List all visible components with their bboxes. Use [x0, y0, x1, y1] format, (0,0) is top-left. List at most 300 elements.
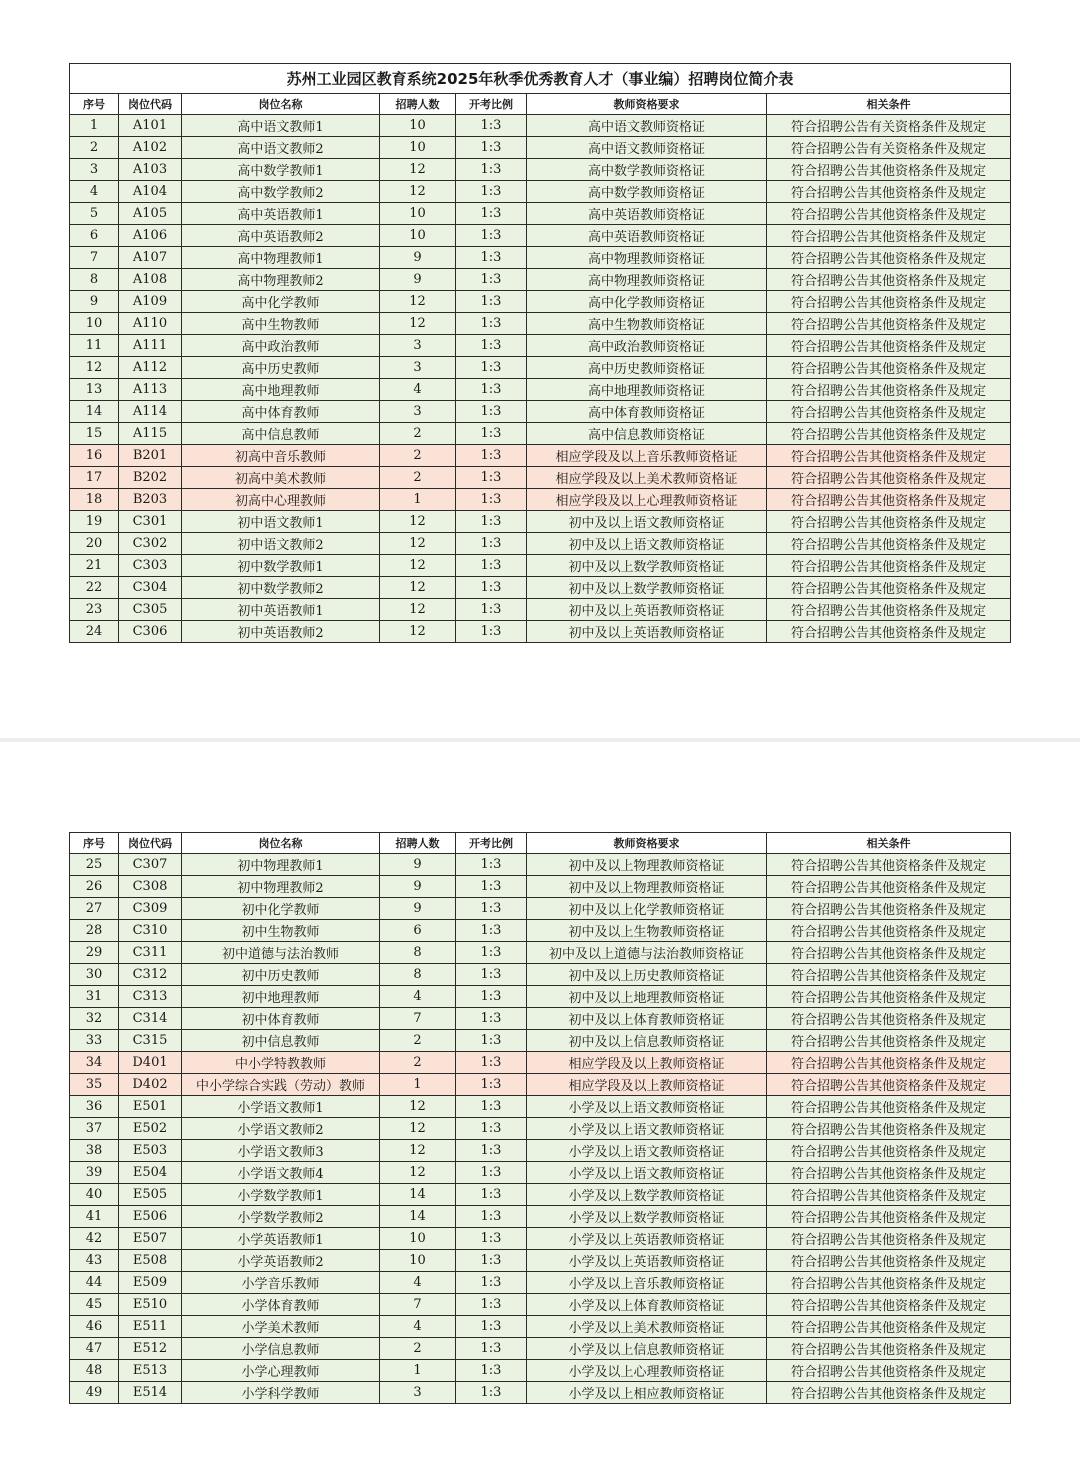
cell-position-name: 高中物理教师2 [182, 269, 380, 291]
cell-conditions: 符合招聘公告其他资格条件及规定 [767, 1360, 1011, 1382]
table-row [70, 599, 1011, 621]
cell-ratio: 1:3 [456, 313, 527, 335]
cell-position-name: 初中英语教师2 [182, 621, 380, 643]
cell-count: 7 [380, 1008, 456, 1030]
cell-conditions: 符合招聘公告其他资格条件及规定 [767, 159, 1011, 181]
cell-code: E504 [119, 1162, 182, 1184]
cell-ratio: 1:3 [456, 269, 527, 291]
cell-qualification: 高中政治教师资格证 [527, 335, 767, 357]
cell-qualification: 高中英语教师资格证 [527, 225, 767, 247]
recruitment-table-part-2 [69, 832, 1011, 1404]
cell-ratio: 1:3 [456, 854, 527, 876]
cell-code: C309 [119, 898, 182, 920]
cell-qualification: 相应学段及以上音乐教师资格证 [527, 445, 767, 467]
cell-qualification: 初中及以上语文教师资格证 [527, 511, 767, 533]
cell-position-name: 高中地理教师 [182, 379, 380, 401]
cell-code: E503 [119, 1140, 182, 1162]
cell-ratio: 1:3 [456, 964, 527, 986]
cell-qualification: 相应学段及以上心理教师资格证 [527, 489, 767, 511]
cell-position-name: 高中信息教师 [182, 423, 380, 445]
header-no: 序号 [70, 833, 119, 854]
cell-no: 41 [70, 1206, 119, 1228]
cell-conditions: 符合招聘公告其他资格条件及规定 [767, 621, 1011, 643]
cell-qualification: 高中信息教师资格证 [527, 423, 767, 445]
cell-qualification: 小学及以上语文教师资格证 [527, 1096, 767, 1118]
table-row [70, 577, 1011, 599]
cell-no: 12 [70, 357, 119, 379]
cell-count: 12 [380, 599, 456, 621]
cell-conditions: 符合招聘公告其他资格条件及规定 [767, 533, 1011, 555]
cell-no: 33 [70, 1030, 119, 1052]
cell-count: 12 [380, 181, 456, 203]
table-row [70, 621, 1011, 643]
cell-no: 39 [70, 1162, 119, 1184]
cell-qualification: 小学及以上数学教师资格证 [527, 1184, 767, 1206]
cell-ratio: 1:3 [456, 137, 527, 159]
header-code: 岗位代码 [119, 94, 182, 115]
header-ratio: 开考比例 [456, 833, 527, 854]
cell-conditions: 符合招聘公告其他资格条件及规定 [767, 269, 1011, 291]
cell-count: 9 [380, 269, 456, 291]
cell-conditions: 符合招聘公告其他资格条件及规定 [767, 1096, 1011, 1118]
cell-count: 2 [380, 1338, 456, 1360]
cell-position-name: 初中信息教师 [182, 1030, 380, 1052]
header-row [70, 833, 1011, 854]
cell-ratio: 1:3 [456, 1250, 527, 1272]
cell-no: 22 [70, 577, 119, 599]
cell-qualification: 初中及以上历史教师资格证 [527, 964, 767, 986]
header-name: 岗位名称 [182, 94, 380, 115]
cell-qualification: 初中及以上物理教师资格证 [527, 876, 767, 898]
cell-no: 30 [70, 964, 119, 986]
cell-qualification: 小学及以上英语教师资格证 [527, 1250, 767, 1272]
cell-ratio: 1:3 [456, 247, 527, 269]
cell-count: 12 [380, 533, 456, 555]
cell-no: 40 [70, 1184, 119, 1206]
cell-qualification: 小学及以上信息教师资格证 [527, 1338, 767, 1360]
cell-conditions: 符合招聘公告其他资格条件及规定 [767, 1052, 1011, 1074]
table-row [70, 357, 1011, 379]
cell-ratio: 1:3 [456, 533, 527, 555]
cell-code: E513 [119, 1360, 182, 1382]
table-row [70, 159, 1011, 181]
cell-position-name: 高中化学教师 [182, 291, 380, 313]
cell-code: A105 [119, 203, 182, 225]
cell-ratio: 1:3 [456, 225, 527, 247]
cell-count: 4 [380, 1316, 456, 1338]
cell-ratio: 1:3 [456, 335, 527, 357]
table-row [70, 467, 1011, 489]
cell-conditions: 符合招聘公告其他资格条件及规定 [767, 1008, 1011, 1030]
cell-no: 6 [70, 225, 119, 247]
cell-code: A102 [119, 137, 182, 159]
cell-code: C308 [119, 876, 182, 898]
table-row [70, 942, 1011, 964]
cell-no: 37 [70, 1118, 119, 1140]
cell-no: 8 [70, 269, 119, 291]
cell-conditions: 符合招聘公告其他资格条件及规定 [767, 986, 1011, 1008]
cell-position-name: 中小学特教教师 [182, 1052, 380, 1074]
cell-ratio: 1:3 [456, 621, 527, 643]
cell-code: C313 [119, 986, 182, 1008]
table-row [70, 203, 1011, 225]
cell-ratio: 1:3 [456, 489, 527, 511]
cell-conditions: 符合招聘公告其他资格条件及规定 [767, 291, 1011, 313]
cell-qualification: 相应学段及以上美术教师资格证 [527, 467, 767, 489]
cell-no: 32 [70, 1008, 119, 1030]
cell-no: 49 [70, 1382, 119, 1404]
cell-qualification: 相应学段及以上教师资格证 [527, 1052, 767, 1074]
cell-no: 18 [70, 489, 119, 511]
table-row [70, 1228, 1011, 1250]
cell-conditions: 符合招聘公告其他资格条件及规定 [767, 423, 1011, 445]
cell-conditions: 符合招聘公告其他资格条件及规定 [767, 1316, 1011, 1338]
cell-no: 21 [70, 555, 119, 577]
table-row [70, 401, 1011, 423]
table-row [70, 555, 1011, 577]
cell-conditions: 符合招聘公告其他资格条件及规定 [767, 1206, 1011, 1228]
cell-no: 26 [70, 876, 119, 898]
cell-ratio: 1:3 [456, 379, 527, 401]
cell-ratio: 1:3 [456, 445, 527, 467]
table-row [70, 1316, 1011, 1338]
cell-qualification: 初中及以上生物教师资格证 [527, 920, 767, 942]
cell-no: 25 [70, 854, 119, 876]
cell-code: C312 [119, 964, 182, 986]
header-ratio: 开考比例 [456, 94, 527, 115]
cell-qualification: 初中及以上数学教师资格证 [527, 555, 767, 577]
cell-conditions: 符合招聘公告其他资格条件及规定 [767, 489, 1011, 511]
cell-code: E509 [119, 1272, 182, 1294]
cell-position-name: 高中英语教师2 [182, 225, 380, 247]
cell-conditions: 符合招聘公告其他资格条件及规定 [767, 1184, 1011, 1206]
cell-no: 27 [70, 898, 119, 920]
cell-ratio: 1:3 [456, 181, 527, 203]
cell-no: 46 [70, 1316, 119, 1338]
header-name: 岗位名称 [182, 833, 380, 854]
cell-qualification: 初中及以上语文教师资格证 [527, 533, 767, 555]
cell-no: 15 [70, 423, 119, 445]
cell-no: 42 [70, 1228, 119, 1250]
cell-count: 9 [380, 876, 456, 898]
cell-qualification: 小学及以上相应教师资格证 [527, 1382, 767, 1404]
cell-qualification: 高中化学教师资格证 [527, 291, 767, 313]
cell-position-name: 初中语文教师1 [182, 511, 380, 533]
cell-conditions: 符合招聘公告其他资格条件及规定 [767, 854, 1011, 876]
cell-ratio: 1:3 [456, 1338, 527, 1360]
cell-code: C303 [119, 555, 182, 577]
table-row [70, 269, 1011, 291]
cell-qualification: 初中及以上地理教师资格证 [527, 986, 767, 1008]
cell-no: 43 [70, 1250, 119, 1272]
table-row [70, 291, 1011, 313]
table-row [70, 876, 1011, 898]
cell-no: 14 [70, 401, 119, 423]
cell-conditions: 符合招聘公告其他资格条件及规定 [767, 1074, 1011, 1096]
cell-conditions: 符合招聘公告其他资格条件及规定 [767, 920, 1011, 942]
cell-no: 20 [70, 533, 119, 555]
table-row [70, 445, 1011, 467]
cell-position-name: 初中生物教师 [182, 920, 380, 942]
cell-no: 35 [70, 1074, 119, 1096]
cell-conditions: 符合招聘公告其他资格条件及规定 [767, 1272, 1011, 1294]
table-row [70, 489, 1011, 511]
header-code: 岗位代码 [119, 833, 182, 854]
cell-ratio: 1:3 [456, 1030, 527, 1052]
cell-no: 10 [70, 313, 119, 335]
cell-count: 4 [380, 379, 456, 401]
cell-no: 19 [70, 511, 119, 533]
cell-code: A101 [119, 115, 182, 137]
table-row [70, 1294, 1011, 1316]
cell-ratio: 1:3 [456, 920, 527, 942]
cell-no: 16 [70, 445, 119, 467]
cell-code: A112 [119, 357, 182, 379]
table-row [70, 1206, 1011, 1228]
table-row [70, 423, 1011, 445]
cell-ratio: 1:3 [456, 1360, 527, 1382]
table-row [70, 964, 1011, 986]
cell-qualification: 小学及以上体育教师资格证 [527, 1294, 767, 1316]
cell-conditions: 符合招聘公告其他资格条件及规定 [767, 555, 1011, 577]
table-row [70, 1338, 1011, 1360]
cell-code: C311 [119, 942, 182, 964]
cell-position-name: 初中语文教师2 [182, 533, 380, 555]
cell-conditions: 符合招聘公告其他资格条件及规定 [767, 445, 1011, 467]
table-row [70, 247, 1011, 269]
cell-count: 10 [380, 137, 456, 159]
cell-ratio: 1:3 [456, 1206, 527, 1228]
cell-code: A113 [119, 379, 182, 401]
cell-qualification: 小学及以上心理教师资格证 [527, 1360, 767, 1382]
cell-position-name: 初高中美术教师 [182, 467, 380, 489]
cell-qualification: 小学及以上美术教师资格证 [527, 1316, 767, 1338]
cell-position-name: 小学语文教师3 [182, 1140, 380, 1162]
cell-conditions: 符合招聘公告其他资格条件及规定 [767, 1162, 1011, 1184]
cell-count: 8 [380, 942, 456, 964]
table-row [70, 1184, 1011, 1206]
cell-count: 9 [380, 247, 456, 269]
cell-qualification: 小学及以上音乐教师资格证 [527, 1272, 767, 1294]
cell-ratio: 1:3 [456, 423, 527, 445]
cell-code: C315 [119, 1030, 182, 1052]
cell-count: 2 [380, 467, 456, 489]
cell-no: 28 [70, 920, 119, 942]
cell-position-name: 高中生物教师 [182, 313, 380, 335]
cell-qualification: 高中物理教师资格证 [527, 269, 767, 291]
cell-qualification: 初中及以上体育教师资格证 [527, 1008, 767, 1030]
cell-conditions: 符合招聘公告其他资格条件及规定 [767, 181, 1011, 203]
cell-code: A114 [119, 401, 182, 423]
cell-code: E508 [119, 1250, 182, 1272]
cell-position-name: 小学心理教师 [182, 1360, 380, 1382]
cell-count: 8 [380, 964, 456, 986]
table-row [70, 379, 1011, 401]
cell-code: E501 [119, 1096, 182, 1118]
cell-code: A104 [119, 181, 182, 203]
cell-code: A111 [119, 335, 182, 357]
header-qualification: 教师资格要求 [527, 94, 767, 115]
cell-ratio: 1:3 [456, 577, 527, 599]
cell-count: 12 [380, 511, 456, 533]
cell-no: 11 [70, 335, 119, 357]
cell-no: 36 [70, 1096, 119, 1118]
cell-position-name: 初中历史教师 [182, 964, 380, 986]
table-row [70, 511, 1011, 533]
cell-position-name: 初中数学教师2 [182, 577, 380, 599]
cell-qualification: 高中历史教师资格证 [527, 357, 767, 379]
cell-conditions: 符合招聘公告其他资格条件及规定 [767, 379, 1011, 401]
cell-no: 48 [70, 1360, 119, 1382]
cell-conditions: 符合招聘公告其他资格条件及规定 [767, 203, 1011, 225]
cell-no: 13 [70, 379, 119, 401]
cell-no: 31 [70, 986, 119, 1008]
cell-no: 34 [70, 1052, 119, 1074]
cell-no: 45 [70, 1294, 119, 1316]
cell-position-name: 初中化学教师 [182, 898, 380, 920]
cell-code: E502 [119, 1118, 182, 1140]
cell-ratio: 1:3 [456, 1140, 527, 1162]
table-row [70, 1272, 1011, 1294]
table-body-part-2 [70, 854, 1011, 1404]
table-row [70, 137, 1011, 159]
cell-qualification: 初中及以上英语教师资格证 [527, 599, 767, 621]
cell-count: 12 [380, 159, 456, 181]
table-row [70, 1030, 1011, 1052]
cell-count: 10 [380, 203, 456, 225]
cell-position-name: 初中数学教师1 [182, 555, 380, 577]
cell-conditions: 符合招聘公告其他资格条件及规定 [767, 964, 1011, 986]
cell-qualification: 高中地理教师资格证 [527, 379, 767, 401]
cell-count: 12 [380, 1140, 456, 1162]
cell-count: 12 [380, 291, 456, 313]
header-no: 序号 [70, 94, 119, 115]
cell-code: A108 [119, 269, 182, 291]
table-row [70, 854, 1011, 876]
header-qualification: 教师资格要求 [527, 833, 767, 854]
table-row [70, 1140, 1011, 1162]
cell-qualification: 初中及以上道德与法治教师资格证 [527, 942, 767, 964]
cell-code: C301 [119, 511, 182, 533]
cell-position-name: 小学美术教师 [182, 1316, 380, 1338]
cell-no: 5 [70, 203, 119, 225]
cell-count: 2 [380, 445, 456, 467]
header-count: 招聘人数 [380, 833, 456, 854]
table-row [70, 181, 1011, 203]
cell-ratio: 1:3 [456, 1118, 527, 1140]
cell-count: 12 [380, 1096, 456, 1118]
table-row [70, 335, 1011, 357]
cell-ratio: 1:3 [456, 898, 527, 920]
cell-qualification: 初中及以上英语教师资格证 [527, 621, 767, 643]
cell-position-name: 高中政治教师 [182, 335, 380, 357]
cell-qualification: 小学及以上语文教师资格证 [527, 1162, 767, 1184]
cell-conditions: 符合招聘公告其他资格条件及规定 [767, 577, 1011, 599]
cell-code: B202 [119, 467, 182, 489]
cell-ratio: 1:3 [456, 876, 527, 898]
table-row [70, 1250, 1011, 1272]
cell-qualification: 高中数学教师资格证 [527, 159, 767, 181]
cell-code: C307 [119, 854, 182, 876]
cell-position-name: 小学数学教师2 [182, 1206, 380, 1228]
cell-conditions: 符合招聘公告其他资格条件及规定 [767, 942, 1011, 964]
cell-ratio: 1:3 [456, 942, 527, 964]
cell-position-name: 高中物理教师1 [182, 247, 380, 269]
cell-conditions: 符合招聘公告其他资格条件及规定 [767, 313, 1011, 335]
cell-ratio: 1:3 [456, 1316, 527, 1338]
cell-count: 1 [380, 1360, 456, 1382]
cell-code: E505 [119, 1184, 182, 1206]
cell-conditions: 符合招聘公告其他资格条件及规定 [767, 357, 1011, 379]
cell-position-name: 高中英语教师1 [182, 203, 380, 225]
cell-conditions: 符合招聘公告其他资格条件及规定 [767, 401, 1011, 423]
cell-code: C314 [119, 1008, 182, 1030]
cell-ratio: 1:3 [456, 1184, 527, 1206]
cell-no: 17 [70, 467, 119, 489]
cell-ratio: 1:3 [456, 159, 527, 181]
cell-code: B201 [119, 445, 182, 467]
cell-count: 10 [380, 1250, 456, 1272]
cell-conditions: 符合招聘公告其他资格条件及规定 [767, 247, 1011, 269]
cell-conditions: 符合招聘公告其他资格条件及规定 [767, 511, 1011, 533]
cell-position-name: 初中地理教师 [182, 986, 380, 1008]
cell-position-name: 小学音乐教师 [182, 1272, 380, 1294]
cell-conditions: 符合招聘公告其他资格条件及规定 [767, 876, 1011, 898]
cell-count: 9 [380, 854, 456, 876]
recruitment-table-part-1 [69, 63, 1011, 643]
cell-code: E507 [119, 1228, 182, 1250]
cell-conditions: 符合招聘公告其他资格条件及规定 [767, 1030, 1011, 1052]
cell-count: 12 [380, 313, 456, 335]
cell-position-name: 小学语文教师4 [182, 1162, 380, 1184]
cell-code: E512 [119, 1338, 182, 1360]
cell-qualification: 高中数学教师资格证 [527, 181, 767, 203]
cell-conditions: 符合招聘公告其他资格条件及规定 [767, 898, 1011, 920]
table-title: 苏州工业园区教育系统2025年秋季优秀教育人才（事业编）招聘岗位简介表 [70, 64, 1011, 94]
cell-count: 4 [380, 986, 456, 1008]
table-row [70, 1162, 1011, 1184]
cell-code: C305 [119, 599, 182, 621]
cell-ratio: 1:3 [456, 511, 527, 533]
cell-count: 12 [380, 1118, 456, 1140]
table-row [70, 533, 1011, 555]
cell-position-name: 小学英语教师2 [182, 1250, 380, 1272]
cell-qualification: 小学及以上英语教师资格证 [527, 1228, 767, 1250]
cell-count: 2 [380, 1052, 456, 1074]
cell-qualification: 初中及以上物理教师资格证 [527, 854, 767, 876]
cell-ratio: 1:3 [456, 1008, 527, 1030]
table-row [70, 1074, 1011, 1096]
cell-code: C304 [119, 577, 182, 599]
cell-no: 4 [70, 181, 119, 203]
cell-code: C310 [119, 920, 182, 942]
table-row [70, 225, 1011, 247]
cell-position-name: 高中数学教师2 [182, 181, 380, 203]
cell-count: 2 [380, 423, 456, 445]
cell-code: E514 [119, 1382, 182, 1404]
cell-ratio: 1:3 [456, 1096, 527, 1118]
cell-count: 9 [380, 898, 456, 920]
cell-count: 10 [380, 225, 456, 247]
cell-position-name: 小学语文教师1 [182, 1096, 380, 1118]
cell-conditions: 符合招聘公告其他资格条件及规定 [767, 467, 1011, 489]
cell-conditions: 符合招聘公告其他资格条件及规定 [767, 1118, 1011, 1140]
cell-conditions: 符合招聘公告其他资格条件及规定 [767, 1338, 1011, 1360]
cell-position-name: 初高中心理教师 [182, 489, 380, 511]
cell-code: A115 [119, 423, 182, 445]
cell-count: 1 [380, 1074, 456, 1096]
cell-position-name: 高中语文教师1 [182, 115, 380, 137]
